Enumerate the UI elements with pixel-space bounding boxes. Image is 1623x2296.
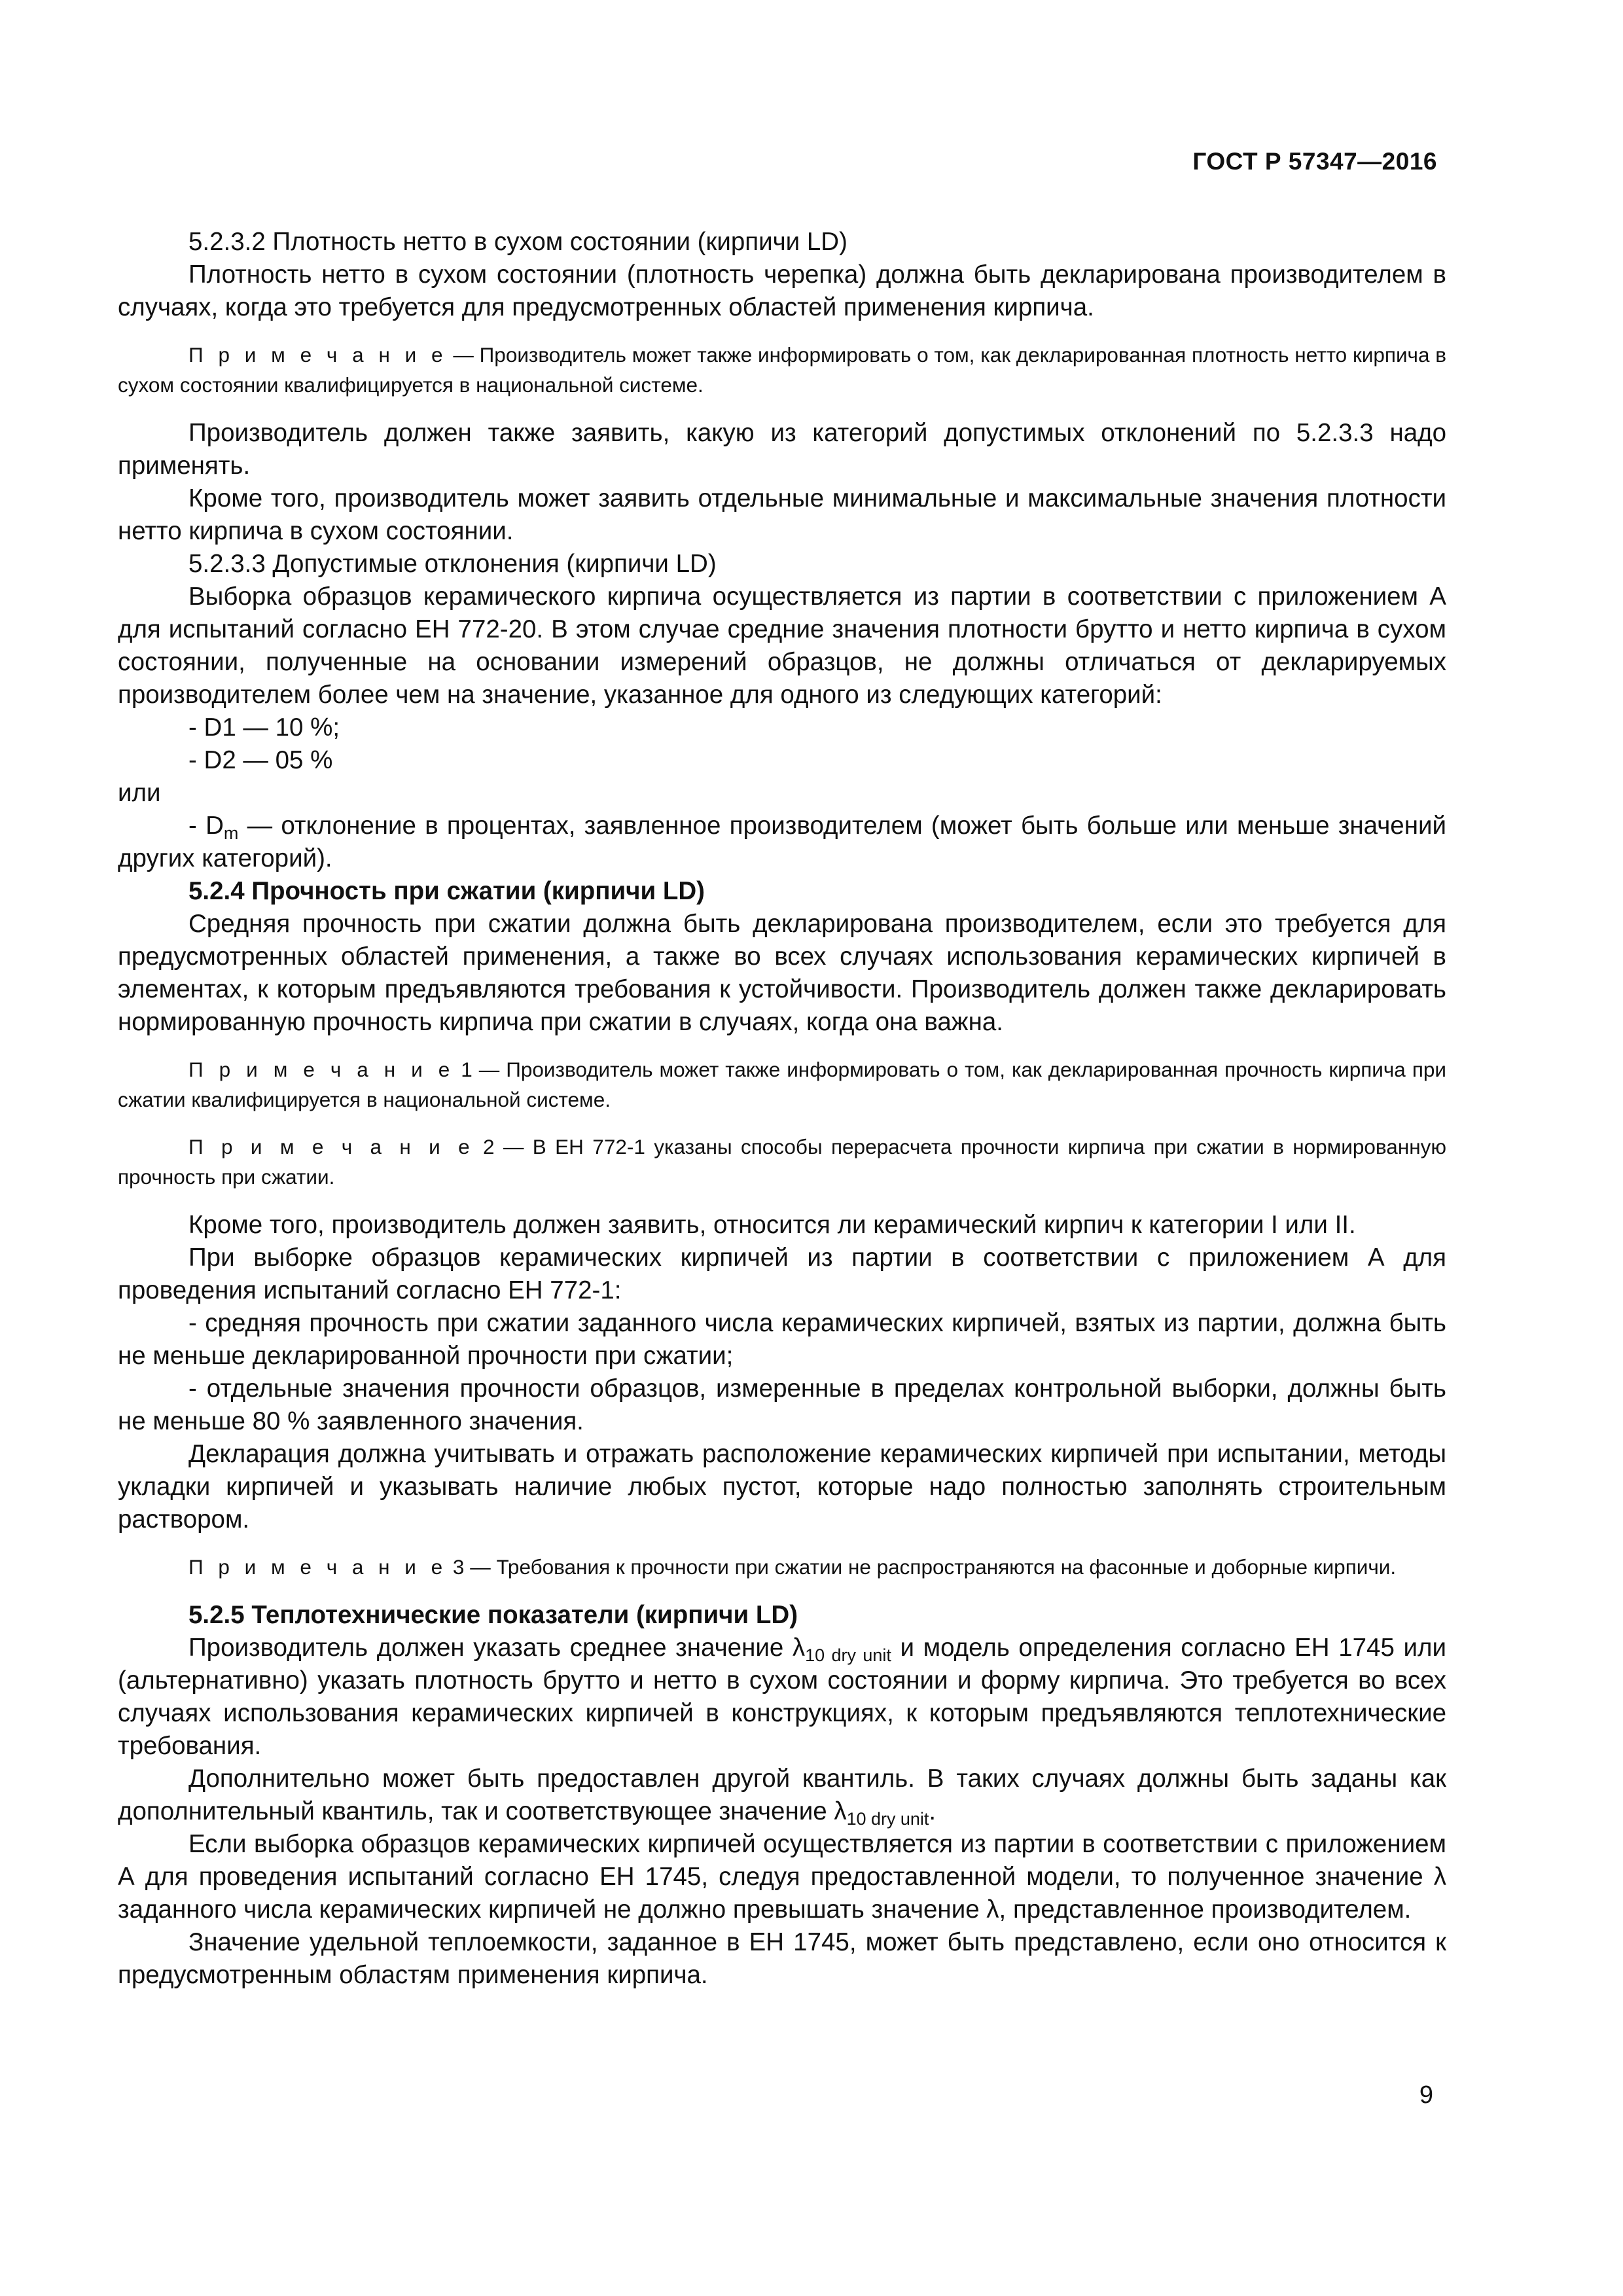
word-or: или [118,779,161,807]
section-5232-text: Плотность нетто в сухом состоянии (плотность черепка) должна быть декларирована производителем в случаях, когда это требуется для предусмотренных областей применения кирпича. [118,260,1446,321]
lambda-subscript: 10 dry unit [805,1645,891,1666]
document-body [118,226,1446,1992]
section-525-p1 [118,1632,1446,1763]
section-524-sampling: При выборке образцов керамических кирпичей из партии в соответствии с приложением А для проведения испытаний согласно ЕН 772-1: [118,1244,1446,1304]
note-text: — Производитель может также информировать о том, как декларированная плотность нетто кирпича в сухом состоянии квалифицируется в национальной системе. [118,343,1446,397]
page-number: 9 [1419,2081,1433,2109]
section-5233-title: 5.2.3.3 Допустимые отклонения (кирпичи LD) [188,550,717,578]
standard-header: ГОСТ Р 57347—2016 [1192,148,1437,175]
note-524-2 [118,1132,1446,1192]
section-525-p3: Если выборка образцов керамических кирпичей осуществляется из партии в соответствии с приложением А для проведения испытаний согласно ЕН 1745, следуя предоставленной модели, то полученное значение λ заданного числа керамических кирпичей не должно превышать значение λ, представленное производителем. [118,1830,1446,1924]
note-label: П р и м е ч а н и е [188,343,448,367]
note-number: 2 [483,1135,495,1158]
section-524-text: Средняя прочность при сжатии должна быть декларирована производителем, если это требуется для предусмотренных областей применения, а также во всех случаях использования керамических кирпичей в элементах, к которым предъявляются требования к устойчивости. Производитель должен также декларировать нормированную прочность кирпича при сжатии в случаях, когда она важна. [118,910,1446,1036]
note-text: — В ЕН 772-1 указаны способы перерасчета прочности кирпича при сжатии в нормированную прочность при сжатии. [118,1135,1446,1189]
note-number: 1 [461,1058,473,1081]
note-524-1 [118,1054,1446,1115]
section-5232-category: Производитель должен также заявить, какую из категорий допустимых отклонений по 5.2.3.3 надо применять. [118,419,1446,480]
section-5233-text: Выборка образцов керамического кирпича осуществляется из партии в соответствии с приложением А для испытаний согласно ЕН 772-20. В этом случае средние значения плотности брутто и нетто кирпича в сухом состоянии, полученные на основании измерений образцов, не должны отличаться от декларируемых производителем более чем на значение, указанное для одного из следующих категорий: [118,583,1446,709]
note-text: — Производитель может также информировать о том, как декларированная прочность кирпича при сжатии квалифицируется в национальной системе. [118,1058,1446,1111]
section-5232-title: 5.2.3.2 Плотность нетто в сухом состоянии (кирпичи LD) [188,228,847,256]
text-run: Производитель должен указать среднее значение [188,1634,793,1662]
section-524-title: 5.2.4 Прочность при сжатии (кирпичи LD) [188,877,705,905]
dm-subscript: m [223,823,239,844]
lambda-subscript: 10 dry unit [846,1809,929,1829]
section-524-item-2: - отдельные значения прочности образцов, измеренные в пределах контрольной выборки, должны быть не меньше 80 % заявленного значения. [118,1374,1446,1435]
text-run: и модель определения согласно ЕН 1745 или (альтернативно) указать плотность брутто и нетто в сухом состоянии и форму кирпича. Это требуется во всех случаях использования керамических кирпичей в конструкциях, к которым предъявляются теплотехнические требования. [118,1634,1446,1760]
list-item-dm [118,810,1446,875]
note-524-3 [118,1552,1446,1582]
dm-prefix: - D [188,812,224,840]
note-5232 [118,340,1446,400]
list-item-d1: - D1 — 10 %; [188,713,340,742]
note-label: П р и м е ч а н и е [188,1135,474,1158]
list-item-d2: - D2 — 05 % [188,746,333,774]
section-524-category: Кроме того, производитель должен заявить, относится ли керамический кирпич к категории I или II. [188,1211,1356,1239]
section-5232-minmax: Кроме того, производитель может заявить отдельные минимальные и максимальные значения плотности нетто кирпича в сухом состоянии. [118,484,1446,545]
note-label: П р и м е ч а н и е [188,1555,448,1579]
note-number: 3 [452,1555,465,1579]
lambda-symbol: λ [834,1797,847,1825]
section-525-p2 [118,1763,1446,1828]
note-text: — Требования к прочности при сжатии не распространяются на фасонные и доборные кирпичи. [470,1555,1397,1579]
section-524-item-1: - средняя прочность при сжатии заданного числа керамических кирпичей, взятых из партии, должна быть не меньше декларированной прочности при сжатии; [118,1309,1446,1370]
lambda-symbol: λ [792,1634,806,1662]
dm-text: — отклонение в процентах, заявленное производителем (может быть больше или меньше значений других категорий). [118,812,1446,872]
note-label: П р и м е ч а н и е [188,1058,455,1081]
section-525-p4: Значение удельной теплоемкости, заданное в ЕН 1745, может быть представлено, если оно относится к предусмотренным областям применения кирпича. [118,1928,1446,1989]
section-524-declaration: Декларация должна учитывать и отражать расположение керамических кирпичей при испытании, методы укладки кирпичей и указывать наличие любых пустот, которые надо полностью заполнять строительным раствором. [118,1440,1446,1534]
text-run: Дополнительно может быть предоставлен другой квантиль. В таких случаях должны быть заданы как дополнительный квантиль, так и соответствующее значение [118,1765,1446,1825]
section-525-title: 5.2.5 Теплотехнические показатели (кирпичи LD) [188,1601,798,1629]
text-run: . [929,1797,936,1825]
